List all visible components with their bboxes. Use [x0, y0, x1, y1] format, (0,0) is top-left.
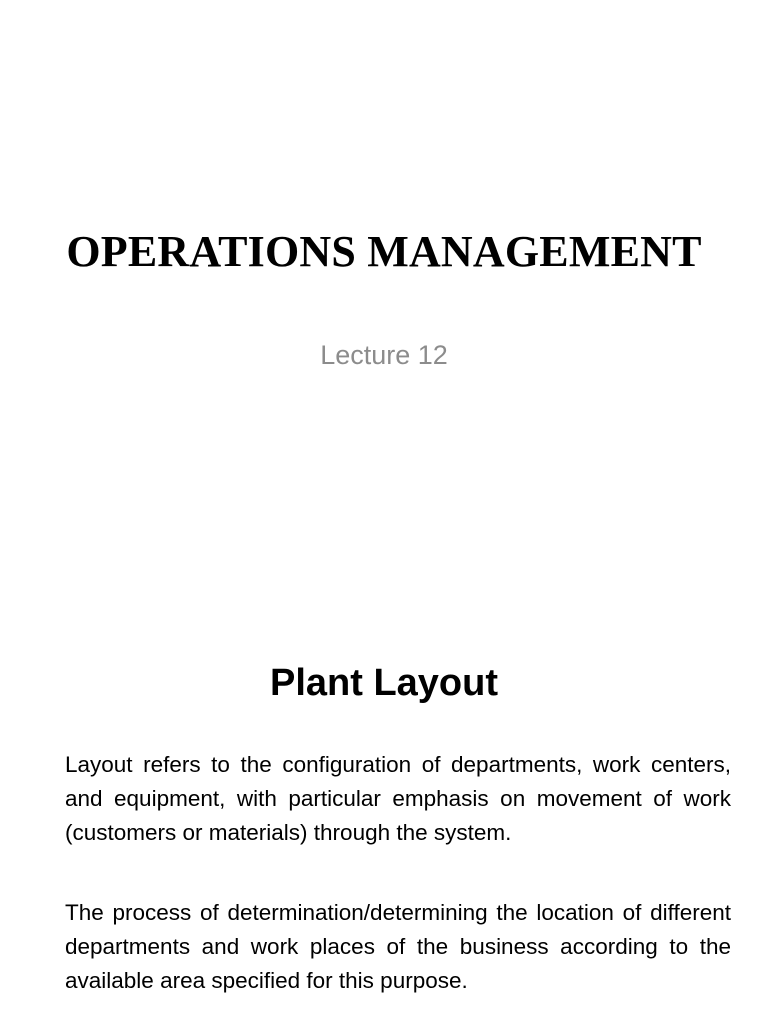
content-slide [0, 578, 768, 1024]
paragraph-layout-definition: Layout refers to the configuration of departments, work centers, and equipment, with particular emphasis on movement of work (customers or materials) through the system. [65, 752, 731, 845]
slide-title: OPERATIONS MANAGEMENT [66, 227, 702, 276]
slide-subtitle: Lecture 12 [320, 340, 448, 370]
slide-heading: Plant Layout [269, 662, 499, 704]
paragraph-process-definition: The process of determination/determining the location of different departments and work places of the business according to the available area specified for this purpose. [65, 900, 731, 993]
slide-body [65, 748, 731, 1024]
